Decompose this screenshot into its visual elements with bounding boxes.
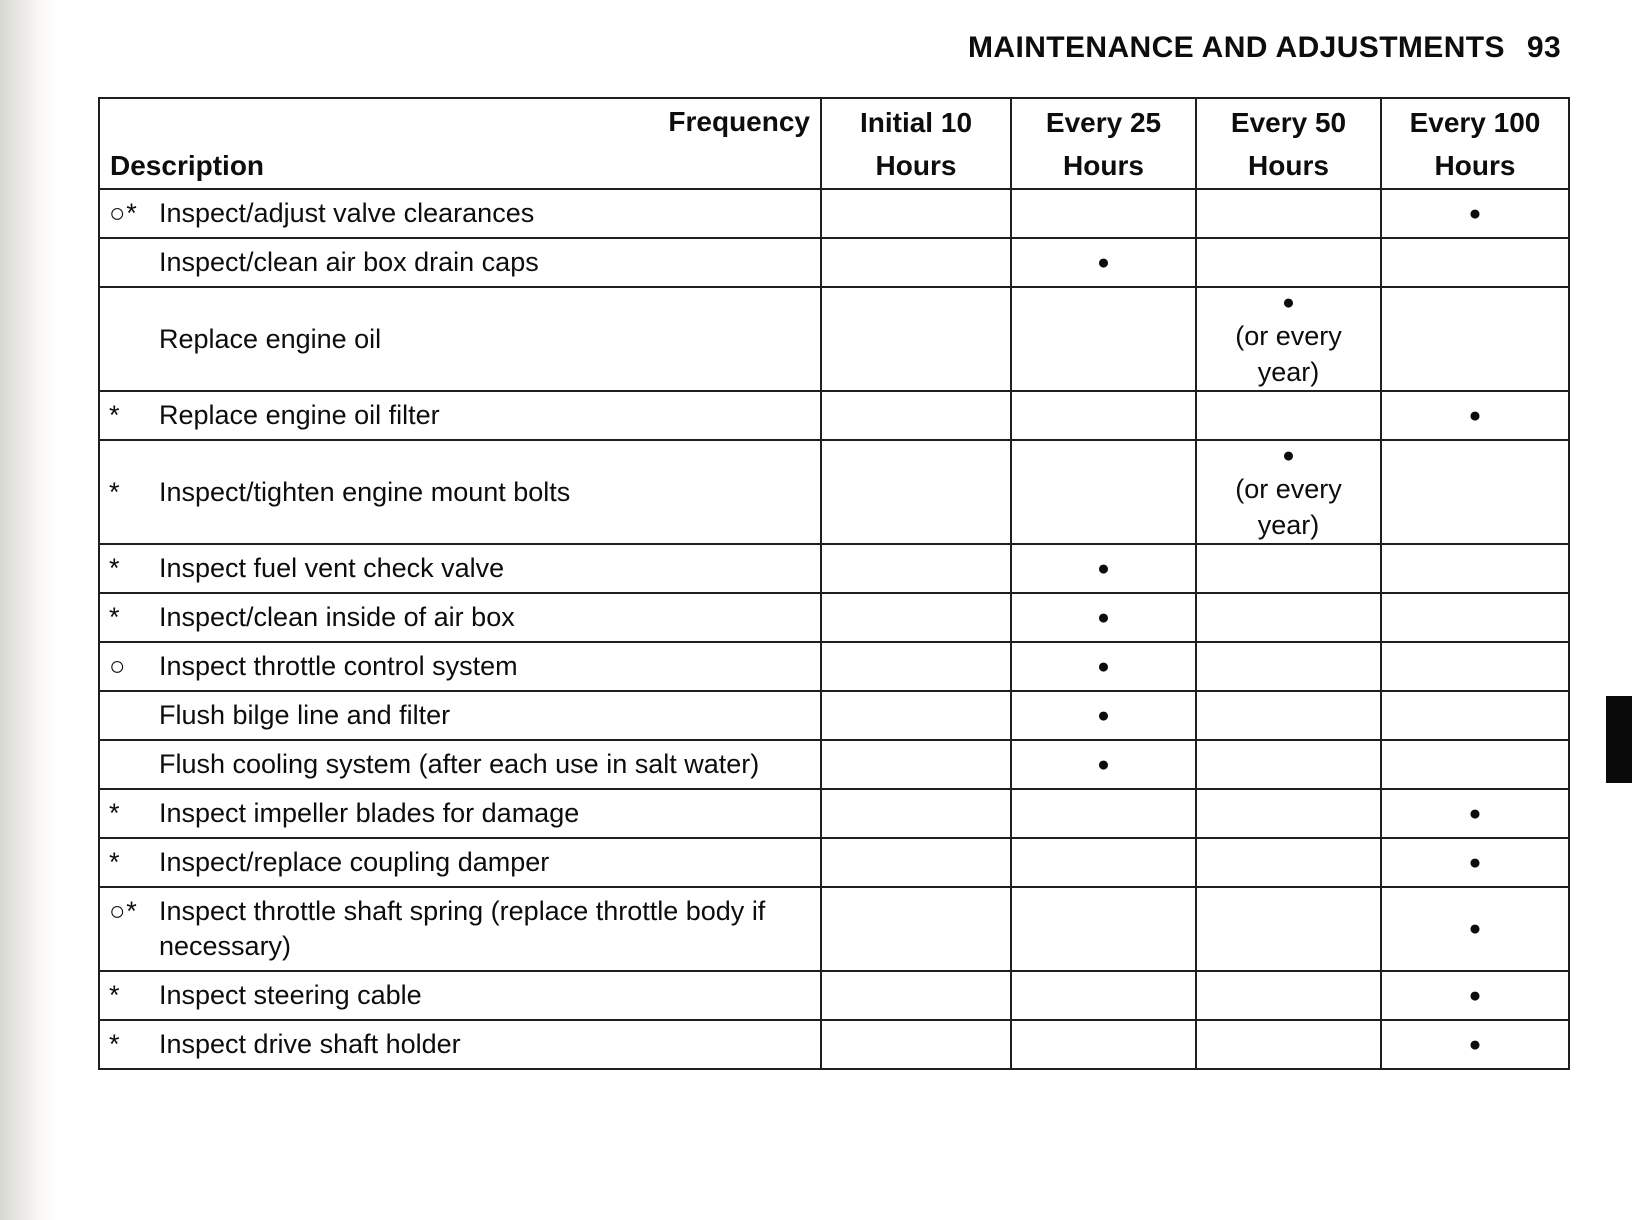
row-description: Inspect impeller blades for damage: [159, 798, 580, 828]
row-symbol: *: [109, 798, 121, 828]
cell-every-100-hours: [1381, 440, 1569, 544]
cell-every-100-hours: [1381, 971, 1569, 1020]
schedule-note: (or every year): [1235, 321, 1342, 387]
column-header-every-50-hours: [1196, 98, 1381, 189]
schedule-dot: ●: [1282, 444, 1295, 467]
schedule-dot: ●: [1468, 201, 1482, 225]
cell-every-25-hours: [1011, 740, 1196, 789]
cell-initial-10-hours: [821, 838, 1011, 887]
cell-every-50-hours: [1196, 691, 1381, 740]
description-cell: [99, 838, 821, 887]
table-row: [99, 593, 1569, 642]
column-header-every-25-hours: [1011, 98, 1196, 189]
maintenance-schedule-table: [98, 97, 1570, 1070]
cell-initial-10-hours: [821, 971, 1011, 1020]
cell-every-25-hours: [1011, 691, 1196, 740]
row-symbol: *: [109, 553, 121, 583]
description-cell: [99, 887, 821, 971]
cell-every-50-hours: [1196, 789, 1381, 838]
cell-every-50-hours: [1196, 287, 1381, 391]
cell-every-25-hours: [1011, 287, 1196, 391]
table-row: [99, 838, 1569, 887]
cell-every-100-hours: [1381, 642, 1569, 691]
cell-every-100-hours: [1381, 593, 1569, 642]
schedule-dot: ●: [1468, 801, 1482, 825]
cell-every-50-hours: [1196, 238, 1381, 287]
cell-every-100-hours: [1381, 789, 1569, 838]
table-row: [99, 189, 1569, 238]
cell-every-50-hours: [1196, 391, 1381, 440]
table-row: [99, 544, 1569, 593]
cell-every-50-hours: [1196, 593, 1381, 642]
schedule-dot: ●: [1097, 250, 1110, 274]
cell-every-50-hours: [1196, 838, 1381, 887]
column-header-every-100-hours: [1381, 98, 1569, 189]
cell-every-25-hours: [1011, 391, 1196, 440]
cell-every-100-hours: [1381, 691, 1569, 740]
page-title: MAINTENANCE AND ADJUSTMENTS: [968, 31, 1505, 64]
schedule-dot: ●: [1282, 291, 1295, 314]
table-row: [99, 238, 1569, 287]
table-row: [99, 691, 1569, 740]
row-symbol: *: [109, 1029, 121, 1059]
row-description: Inspect/clean inside of air box: [159, 602, 515, 632]
table-row: [99, 1020, 1569, 1069]
description-cell: [99, 440, 821, 544]
row-description: Inspect throttle control system: [159, 651, 518, 681]
frequency-column-group-label: Frequency: [668, 106, 810, 137]
description-cell: [99, 287, 821, 391]
cell-initial-10-hours: [821, 642, 1011, 691]
column-header-line: Initial 10: [859, 106, 973, 138]
table-row: [99, 642, 1569, 691]
schedule-dot: ●: [1468, 850, 1482, 874]
column-header-initial-10-hours: [821, 98, 1011, 189]
table-header-row: [99, 98, 1569, 189]
row-symbol: *: [109, 476, 121, 507]
cell-every-50-hours: [1196, 740, 1381, 789]
schedule-note: (or every year): [1235, 474, 1342, 540]
description-column-label: Description: [110, 150, 265, 181]
table-row: [99, 391, 1569, 440]
schedule-dot: ●: [1468, 917, 1482, 940]
description-cell: [99, 1020, 821, 1069]
schedule-dot: ●: [1097, 654, 1110, 678]
table-row: [99, 740, 1569, 789]
description-cell: [99, 789, 821, 838]
cell-every-50-hours: [1196, 887, 1381, 971]
cell-every-100-hours: [1381, 1020, 1569, 1069]
cell-initial-10-hours: [821, 593, 1011, 642]
cell-every-100-hours: [1381, 544, 1569, 593]
row-description: Flush cooling system (after each use in salt water): [159, 749, 760, 779]
row-description: Inspect throttle shaft spring (replace throttle body if necessary): [159, 896, 766, 961]
cell-initial-10-hours: [821, 189, 1011, 238]
description-cell: [99, 593, 821, 642]
schedule-dot: ●: [1468, 1032, 1482, 1056]
cell-every-25-hours: [1011, 544, 1196, 593]
row-description: Replace engine oil filter: [159, 400, 440, 430]
schedule-dot: ●: [1097, 752, 1110, 776]
page-left-edge-shading: [0, 0, 58, 1220]
row-description: Inspect/replace coupling damper: [159, 847, 550, 877]
cell-initial-10-hours: [821, 287, 1011, 391]
description-cell: [99, 971, 821, 1020]
column-header-line: Every 100: [1409, 106, 1541, 138]
cell-every-25-hours: [1011, 887, 1196, 971]
table-row: [99, 887, 1569, 971]
page-number: 93: [1526, 31, 1562, 64]
cell-initial-10-hours: [821, 789, 1011, 838]
cell-every-25-hours: [1011, 593, 1196, 642]
row-description: Inspect drive shaft holder: [159, 1029, 461, 1059]
row-symbol: *: [109, 847, 121, 877]
running-head: [968, 31, 1561, 65]
cell-every-25-hours: [1011, 238, 1196, 287]
schedule-dot: ●: [1097, 703, 1110, 727]
row-description: Inspect/clean air box drain caps: [159, 247, 539, 277]
row-description: Inspect steering cable: [159, 980, 422, 1010]
cell-every-100-hours: [1381, 740, 1569, 789]
column-header-line: Hours: [875, 149, 957, 181]
description-cell: [99, 189, 821, 238]
cell-every-25-hours: [1011, 1020, 1196, 1069]
cell-initial-10-hours: [821, 740, 1011, 789]
description-cell: [99, 740, 821, 789]
cell-every-50-hours: [1196, 642, 1381, 691]
row-symbol: ○*: [109, 896, 138, 926]
cell-every-50-hours: [1196, 544, 1381, 593]
cell-every-25-hours: [1011, 642, 1196, 691]
table-row: [99, 440, 1569, 544]
description-cell: [99, 391, 821, 440]
cell-initial-10-hours: [821, 440, 1011, 544]
row-description: Inspect/adjust valve clearances: [159, 198, 535, 228]
description-cell: [99, 238, 821, 287]
table-row: [99, 789, 1569, 838]
cell-every-100-hours: [1381, 287, 1569, 391]
column-header-line: Hours: [1063, 149, 1144, 181]
table-row: [99, 971, 1569, 1020]
description-cell: [99, 691, 821, 740]
cell-every-25-hours: [1011, 789, 1196, 838]
row-description: Flush bilge line and filter: [159, 700, 451, 730]
table-row: [99, 287, 1569, 391]
schedule-dot: ●: [1097, 556, 1110, 580]
row-description: Inspect fuel vent check valve: [159, 553, 505, 583]
description-cell: [99, 544, 821, 593]
cell-every-25-hours: [1011, 440, 1196, 544]
cell-every-100-hours: [1381, 838, 1569, 887]
cell-every-50-hours: [1196, 440, 1381, 544]
schedule-dot: ●: [1468, 403, 1482, 427]
row-symbol: *: [109, 602, 121, 632]
schedule-dot: ●: [1097, 605, 1110, 629]
cell-initial-10-hours: [821, 1020, 1011, 1069]
corner-header-cell: [99, 98, 821, 189]
cell-every-25-hours: [1011, 189, 1196, 238]
table-body: [99, 189, 1569, 1069]
cell-initial-10-hours: [821, 391, 1011, 440]
cell-every-25-hours: [1011, 971, 1196, 1020]
cell-initial-10-hours: [821, 238, 1011, 287]
cell-every-100-hours: [1381, 238, 1569, 287]
cell-every-50-hours: [1196, 189, 1381, 238]
cell-initial-10-hours: [821, 544, 1011, 593]
column-header-line: Hours: [1248, 149, 1329, 181]
cell-every-50-hours: [1196, 971, 1381, 1020]
row-description: Replace engine oil: [159, 323, 382, 354]
row-symbol: *: [109, 980, 121, 1010]
row-symbol: ○: [109, 651, 127, 681]
cell-every-25-hours: [1011, 838, 1196, 887]
section-tab-marker: [1606, 696, 1632, 783]
cell-every-100-hours: [1381, 887, 1569, 971]
cell-initial-10-hours: [821, 691, 1011, 740]
cell-every-100-hours: [1381, 391, 1569, 440]
row-description: Inspect/tighten engine mount bolts: [159, 476, 571, 507]
column-header-line: Every 50: [1230, 106, 1347, 138]
row-symbol: ○*: [109, 198, 138, 228]
cell-initial-10-hours: [821, 887, 1011, 971]
row-symbol: *: [109, 400, 121, 430]
schedule-dot: ●: [1468, 983, 1482, 1007]
cell-every-50-hours: [1196, 1020, 1381, 1069]
column-header-line: Every 25: [1045, 106, 1162, 138]
cell-every-100-hours: [1381, 189, 1569, 238]
description-cell: [99, 642, 821, 691]
column-header-line: Hours: [1434, 149, 1516, 181]
